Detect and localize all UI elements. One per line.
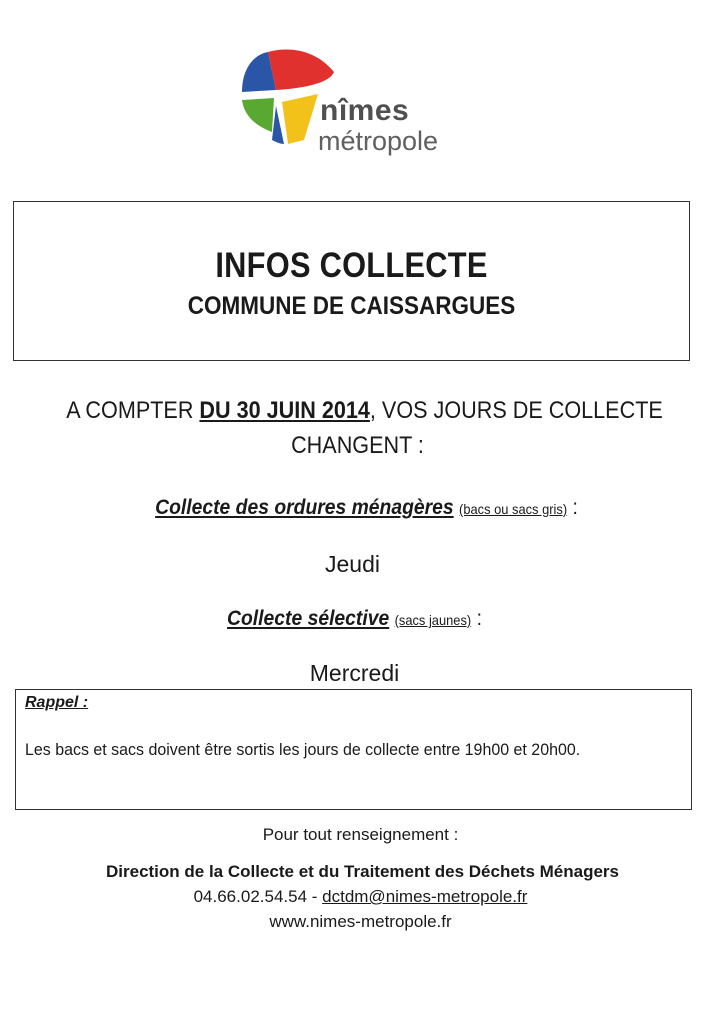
logo-wordmark-nimes: nîmes: [320, 94, 410, 127]
footer-department: Direction de la Collecte et du Traitement des Déchets Ménagers: [106, 862, 619, 881]
footer-contact: [0, 887, 721, 907]
announcement-line: [40, 397, 689, 425]
announcement-date: DU 30 JUIN 2014: [199, 397, 370, 424]
rappel-text: Les bacs et sacs doivent être sortis les jours de collecte entre 19h00 et 20h00.: [25, 740, 581, 759]
logo-wordmark-metropole: métropole: [318, 126, 439, 156]
page-title: INFOS COLLECTE: [215, 246, 488, 285]
collecte-om-label: Collecte des ordures ménagères: [155, 496, 454, 519]
collecte-selective-colon: :: [471, 607, 482, 630]
footer-email-link[interactable]: dctdm@nimes-metropole.fr: [322, 887, 528, 906]
footer-website-link[interactable]: www.nimes-metropole.fr: [269, 912, 452, 931]
rappel-box: [15, 689, 692, 810]
collecte-selective-day: Mercredi: [309, 660, 400, 686]
collecte-selective-heading: [23, 607, 686, 631]
page-subtitle: COMMUNE DE CAISSARGUES: [187, 292, 516, 320]
collecte-selective-label: Collecte sélective: [227, 607, 390, 630]
collecte-om-heading: [35, 496, 698, 520]
nimes-metropole-logo: [238, 44, 478, 164]
collecte-selective-note: (sacs jaunes): [394, 612, 472, 628]
collecte-om-note: (bacs ou sacs gris): [459, 501, 568, 517]
announcement-suffix: , VOS JOURS DE COLLECTE: [369, 397, 663, 424]
footer-phone: 04.66.02.54.54 -: [193, 887, 323, 906]
collecte-om-day: Jeudi: [325, 551, 380, 577]
announcement-prefix: A COMPTER: [66, 397, 200, 424]
rappel-title: Rappel :: [25, 694, 89, 711]
collecte-om-colon: :: [567, 496, 578, 519]
announcement-line-2: CHANGENT :: [291, 432, 424, 459]
title-box: [13, 201, 690, 361]
footer-intro: Pour tout renseignement :: [262, 825, 459, 844]
